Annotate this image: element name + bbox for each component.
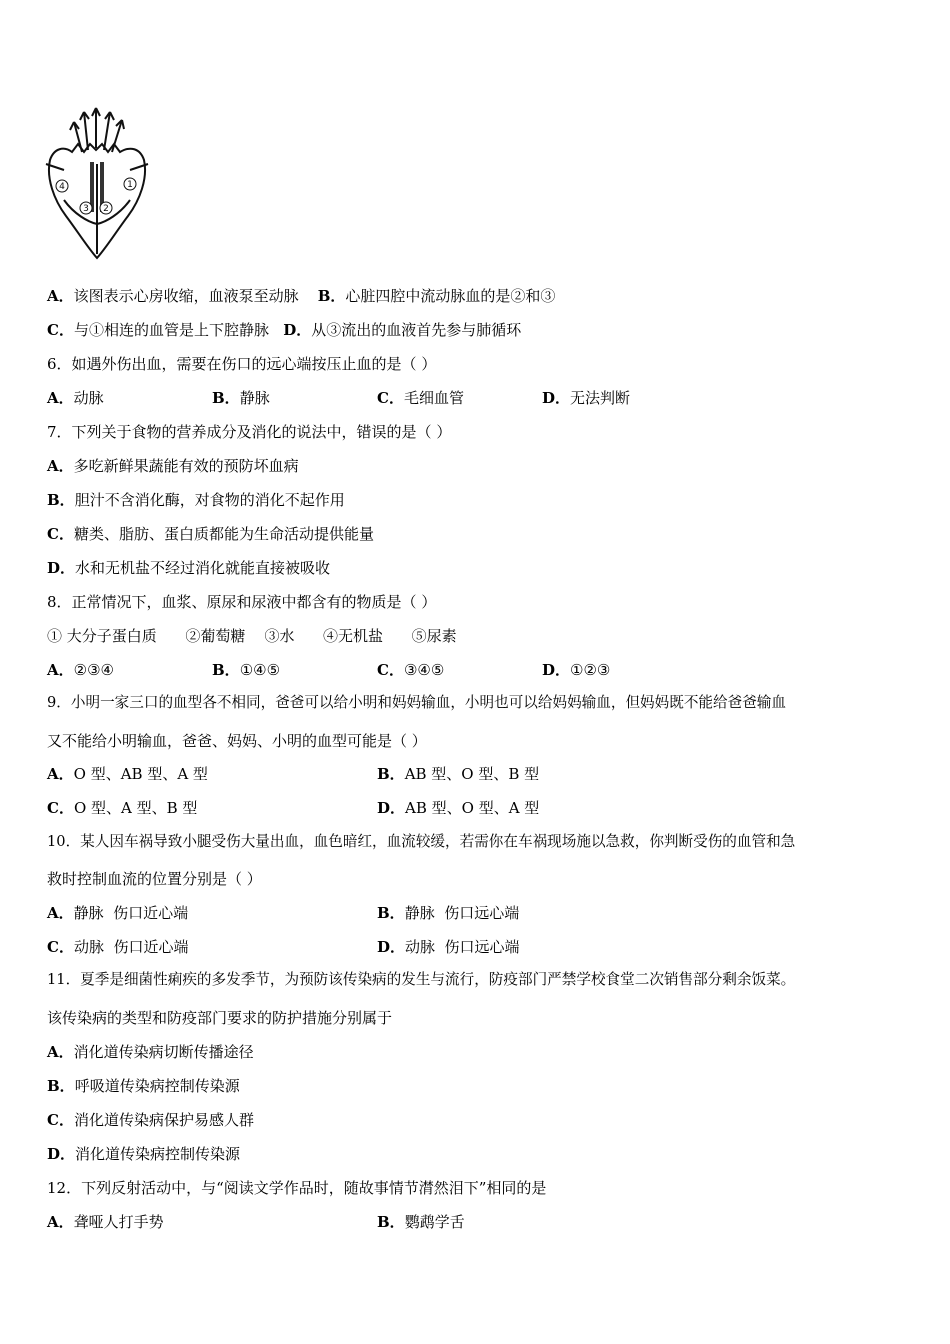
- q9-option-a: O 型、AB 型、A 型: [73, 765, 208, 783]
- q11-option-d-row: [47, 1144, 240, 1164]
- q10-c-label: C．: [47, 938, 74, 956]
- heart-diagram: [44, 104, 150, 264]
- q11-option-c: 消化道传染病保护易感人群: [73, 1111, 254, 1129]
- q7-stem: 7．下列关于食物的营养成分及消化的说法中，错误的是（ ）: [47, 423, 452, 441]
- q5-option-d: 从③流出的血液首先参与肺循环: [311, 321, 522, 339]
- q11-a-label: A．: [47, 1043, 74, 1061]
- q10-stem-1: 10．某人因车祸导致小腿受伤大量出血，血色暗红，血流较缓，若需你在车祸现场施以急救，你判断受伤的血管和急: [47, 833, 796, 850]
- q5-b-label: B．: [317, 287, 346, 305]
- q6-option-a: 动脉: [73, 389, 104, 407]
- q8-option-c: ③④⑤: [403, 661, 445, 679]
- q12-option-b: 鹦鹉学舌: [404, 1213, 465, 1231]
- q10-option-c: 动脉 伤口近心端: [73, 938, 189, 956]
- q12-option-a: 聋哑人打手势: [73, 1213, 164, 1231]
- q6-option-c: 毛细血管: [403, 389, 464, 407]
- q6-b-label: B．: [212, 389, 240, 407]
- q9-option-d: AB 型、O 型、A 型: [405, 799, 540, 817]
- q11-option-b: 呼吸道传染病控制传染源: [74, 1077, 240, 1095]
- q7-option-c: 糖类、脂肪、蛋白质都能为生命活动提供能量: [73, 525, 374, 543]
- q9-d-label: D．: [377, 799, 406, 817]
- label-1: 1: [127, 180, 133, 190]
- q5-option-b: 心脏四腔中流动脉血的是②和③: [345, 287, 556, 305]
- q8-a-label: A．: [47, 661, 74, 679]
- q6-a-label: A．: [47, 389, 74, 407]
- q7-b-label: B．: [47, 491, 75, 509]
- q10-option-d: 动脉 伤口远心端: [405, 938, 520, 956]
- q5-a-label: A．: [47, 287, 74, 305]
- q7-option-b-row: [47, 490, 345, 510]
- q8-d-label: D．: [542, 661, 571, 679]
- q7-option-a: 多吃新鲜果蔬能有效的预防坏血病: [73, 457, 299, 475]
- q7-option-a-row: [47, 456, 299, 476]
- q7-c-label: C．: [47, 525, 74, 543]
- label-3: 3: [83, 204, 89, 214]
- q11-stem-2: 该传染病的类型和防疫部门要求的防护措施分别属于: [47, 1009, 393, 1027]
- q11-c-label: C．: [47, 1111, 74, 1129]
- q7-option-b: 胆汁不含消化酶，对食物的消化不起作用: [74, 491, 345, 509]
- q5-d-label: D．: [283, 321, 312, 339]
- q8-option-d: ①②③: [570, 661, 611, 679]
- q11-option-a-row: [47, 1042, 254, 1062]
- q8-items: ① 大分子蛋白质 ②葡萄糖 ③水 ④无机盐 ⑤尿素: [47, 627, 457, 645]
- q5-c-label: C．: [47, 321, 74, 339]
- q5-option-c: 与①相连的血管是上下腔静脉: [73, 321, 269, 339]
- q11-option-c-row: [47, 1110, 254, 1130]
- q11-stem-1: 11．夏季是细菌性痢疾的多发季节，为预防该传染病的发生与流行，防疫部门严禁学校食堂二次销售部分剩余饭菜。: [47, 971, 796, 988]
- q9-stem-1: 9．小明一家三口的血型各不相同，爸爸可以给小明和妈妈输血，小明也可以给妈妈输血，但妈妈既不能给爸爸输血: [47, 694, 786, 711]
- q11-option-d: 消化道传染病控制传染源: [75, 1145, 241, 1163]
- q9-stem-2: 又不能给小明输血，爸爸、妈妈、小明的血型可能是（ ）: [47, 732, 427, 750]
- q9-c-label: C．: [47, 799, 74, 817]
- q6-c-label: C．: [377, 389, 404, 407]
- q9-option-b: AB 型、O 型、B 型: [404, 765, 540, 783]
- q10-a-label: A．: [47, 904, 74, 922]
- q10-b-label: B．: [377, 904, 405, 922]
- q11-b-label: B．: [47, 1077, 75, 1095]
- label-4: 4: [59, 182, 65, 192]
- q10-option-a: 静脉 伤口近心端: [73, 904, 189, 922]
- q5-options-row-2: [47, 320, 521, 340]
- q12-b-label: B．: [377, 1213, 405, 1231]
- q6-d-label: D．: [542, 389, 571, 407]
- q10-d-label: D．: [377, 938, 406, 956]
- q8-c-label: C．: [377, 661, 404, 679]
- q12-a-label: A．: [47, 1213, 74, 1231]
- q11-option-a: 消化道传染病切断传播途径: [73, 1043, 254, 1061]
- q7-option-c-row: [47, 524, 374, 544]
- q5-option-a: 该图表示心房收缩，血液泵至动脉: [73, 287, 299, 305]
- q6-option-d: 无法判断: [570, 389, 631, 407]
- q10-option-b: 静脉 伤口远心端: [404, 904, 520, 922]
- q10-stem-2: 救时控制血流的位置分别是（ ）: [47, 870, 262, 888]
- q7-option-d: 水和无机盐不经过消化就能直接被吸收: [75, 559, 331, 577]
- q6-option-b: 静脉: [239, 389, 270, 407]
- q8-option-b: ①④⑤: [239, 661, 281, 679]
- q7-option-d-row: [47, 558, 330, 578]
- q12-stem: 12．下列反射活动中，与“阅读文学作品时，随故事情节潸然泪下”相同的是: [47, 1179, 547, 1197]
- label-2: 2: [103, 204, 109, 214]
- q11-option-b-row: [47, 1076, 240, 1096]
- q8-b-label: B．: [212, 661, 240, 679]
- q9-a-label: A．: [47, 765, 74, 783]
- q5-options-row-1: [47, 286, 555, 306]
- q8-option-a: ②③④: [73, 661, 114, 679]
- q9-b-label: B．: [377, 765, 405, 783]
- q7-a-label: A．: [47, 457, 74, 475]
- q6-stem: 6．如遇外伤出血，需要在伤口的远心端按压止血的是（ ）: [47, 355, 437, 373]
- q11-d-label: D．: [47, 1145, 76, 1163]
- q9-option-c: O 型、A 型、B 型: [73, 799, 198, 817]
- q7-d-label: D．: [47, 559, 76, 577]
- q8-stem: 8．正常情况下，血浆、原尿和尿液中都含有的物质是（ ）: [47, 593, 437, 611]
